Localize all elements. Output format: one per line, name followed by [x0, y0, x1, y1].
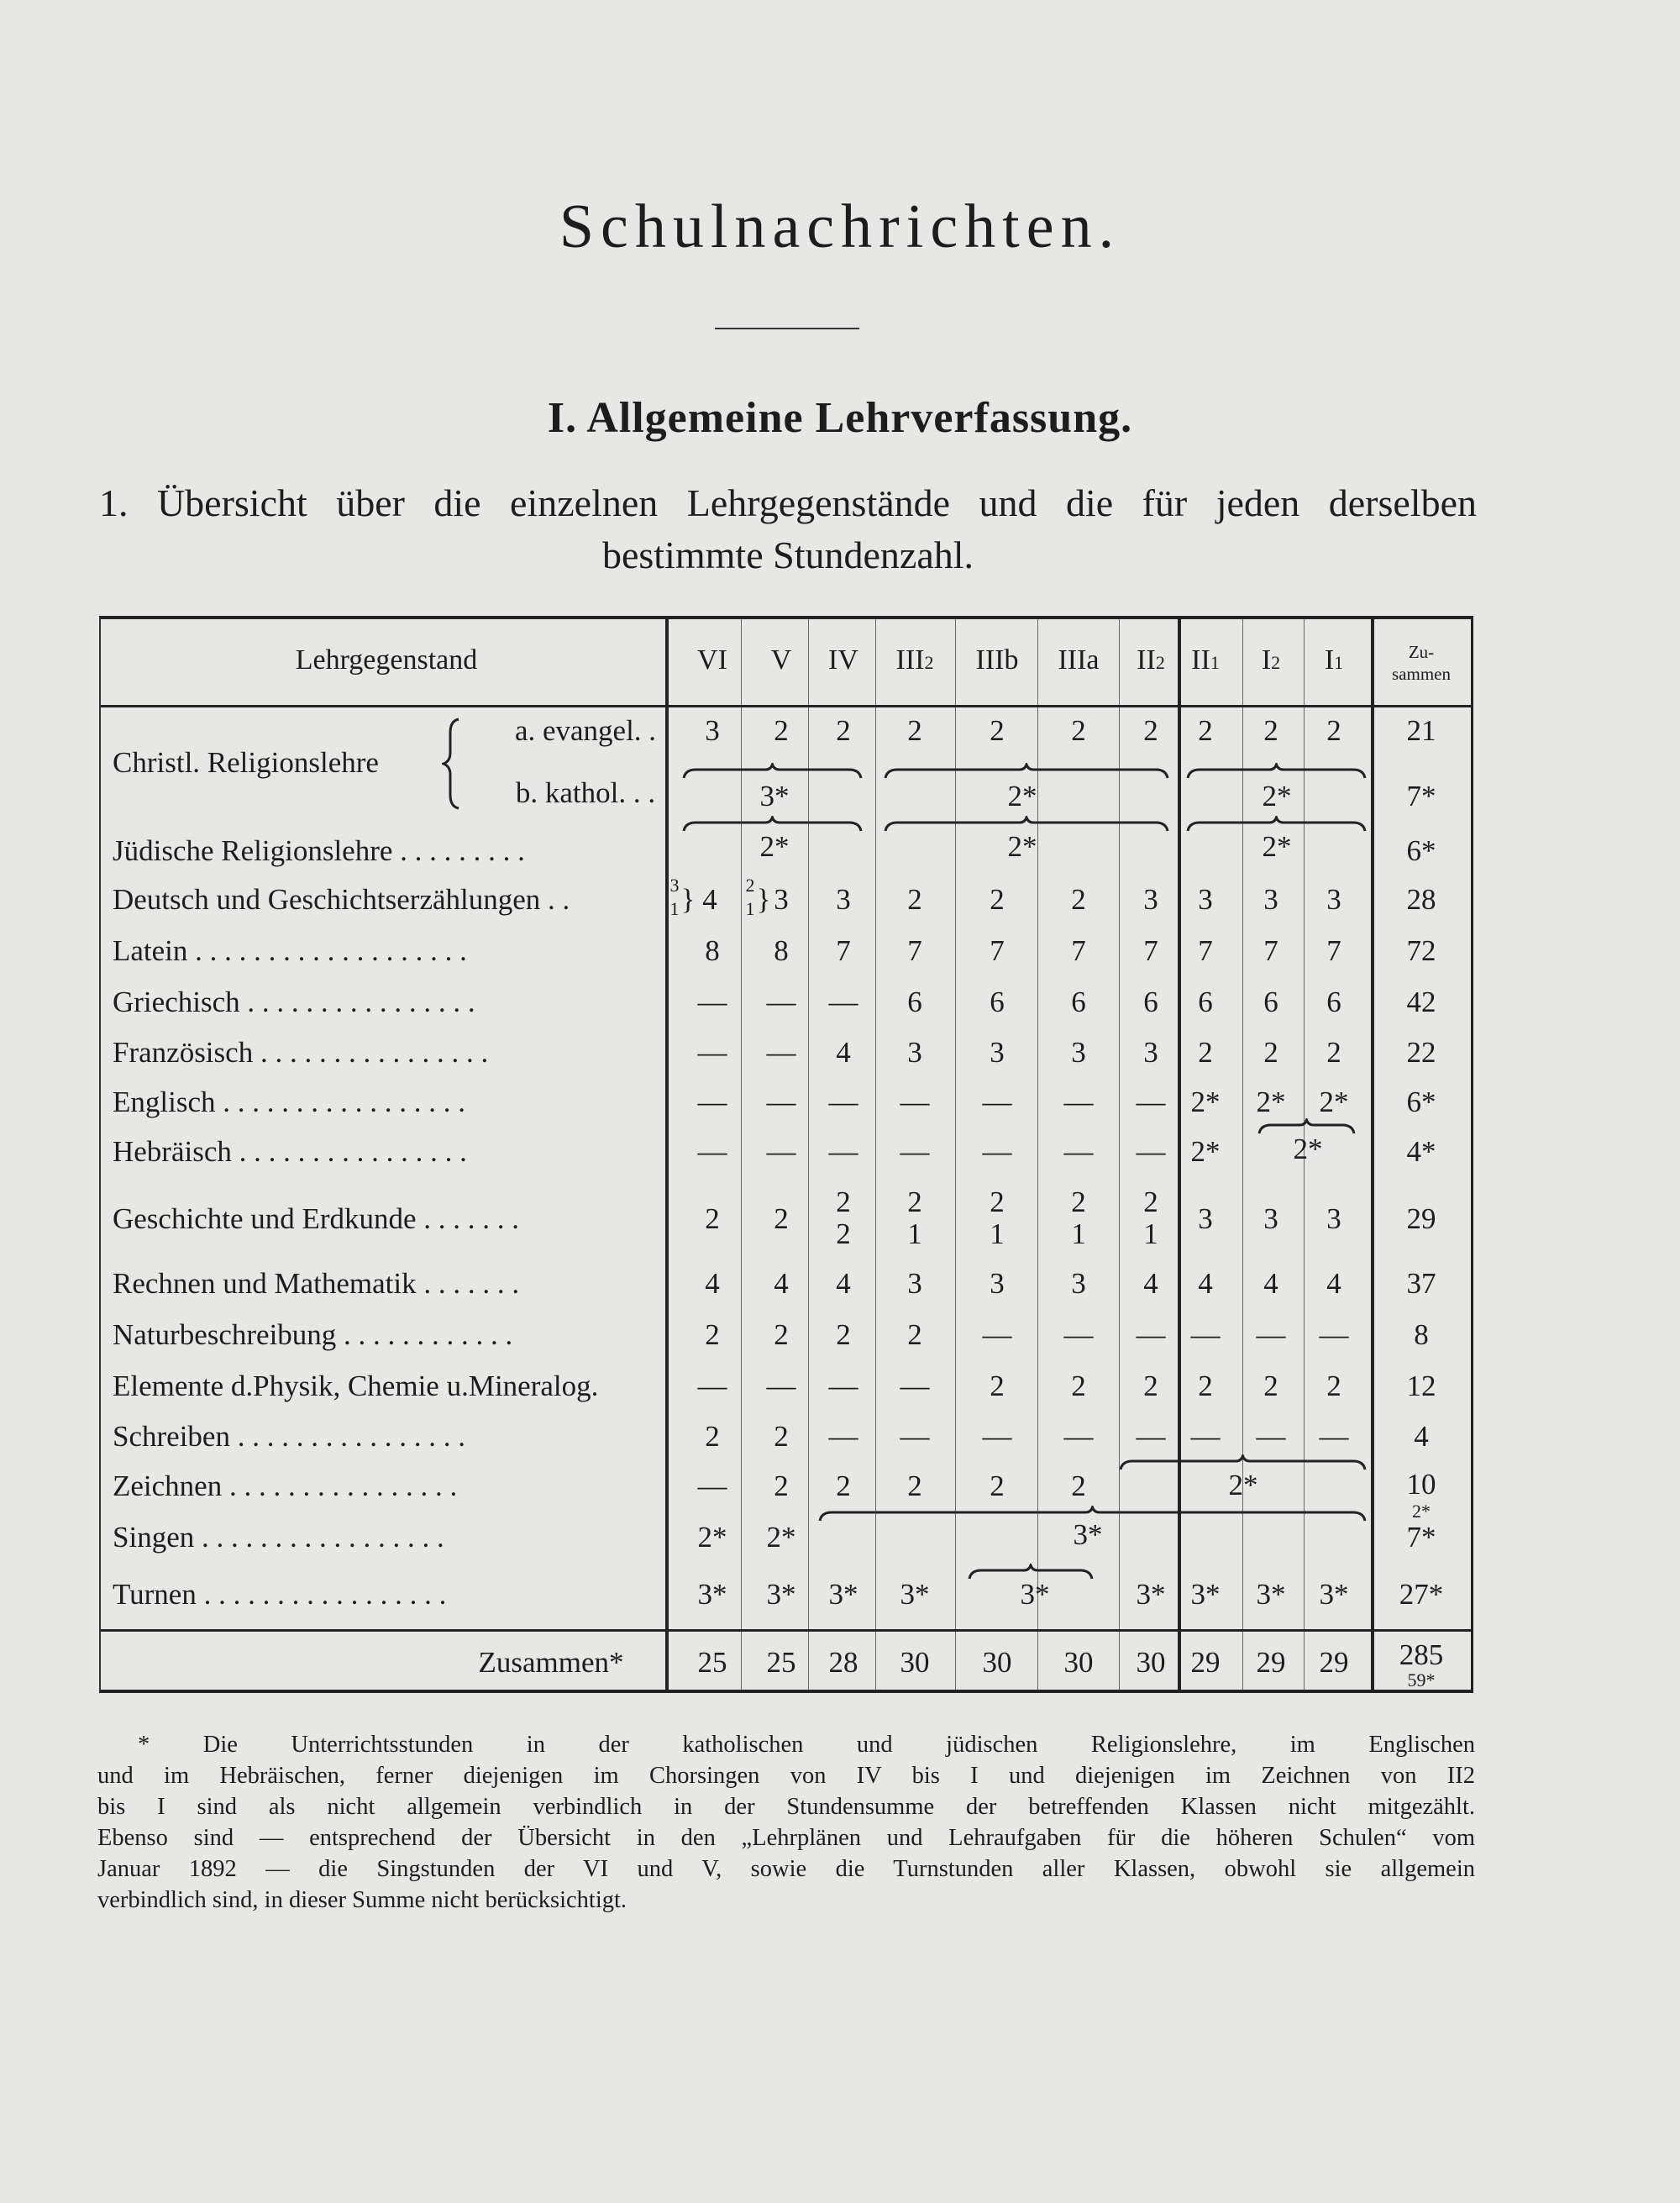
englisch-label: Englisch . . . . . . . . . . . . . . . . . — [113, 1086, 465, 1118]
kathol-brace-1 — [682, 763, 863, 781]
singen-cell: 2* — [766, 1521, 796, 1554]
schreiben-cell: — — [1319, 1420, 1349, 1453]
zeichnen-cell: 2 — [907, 1470, 922, 1502]
physik-cell: 12 — [1406, 1370, 1436, 1402]
turnen-label: Turnen . . . . . . . . . . . . . . . . . — [113, 1578, 447, 1611]
header-column-7: II1 — [1191, 644, 1220, 676]
juedisch-total: 6* — [1406, 834, 1436, 867]
franz-cell: 3 — [1143, 1036, 1158, 1069]
evangel-cell: 2 — [1143, 714, 1158, 747]
religion-a-label: a. evangel. . — [514, 714, 657, 747]
zeichnen-cell: 2 — [774, 1470, 789, 1502]
latein-cell: 7 — [1143, 934, 1158, 967]
natur-cell: — — [1063, 1318, 1094, 1351]
natur-cell: 8 — [1414, 1318, 1429, 1351]
deutsch-vi-small: 1 — [669, 898, 680, 919]
natur-cell: 2 — [705, 1318, 720, 1351]
column-divider — [1371, 619, 1374, 1690]
header-column-4: IIIb — [975, 644, 1019, 676]
latein-cell: 8 — [774, 934, 789, 967]
englisch-cell: — — [1063, 1086, 1094, 1118]
page-title: Schulnachrichten. — [559, 192, 1121, 261]
deutsch-cell: 3 — [1263, 883, 1278, 916]
header-column-6: II2 — [1137, 644, 1165, 676]
natur-cell: 2 — [836, 1318, 851, 1351]
gesch-top: 2 — [1071, 1186, 1086, 1218]
rechnen-cell: 4 — [1198, 1267, 1213, 1300]
griechisch-cell: 6 — [990, 986, 1005, 1018]
englisch-cell: — — [982, 1086, 1012, 1118]
gesch-top: 2 — [907, 1186, 922, 1218]
zusammen-cell: 25 — [766, 1646, 796, 1679]
schreiben-cell: — — [1136, 1420, 1166, 1453]
griechisch-cell: 6 — [1263, 986, 1278, 1018]
natur-cell: 2 — [907, 1318, 922, 1351]
footnote — [97, 1729, 1475, 1916]
zusammen-cell: 30 — [982, 1646, 1012, 1679]
latein-cell: 72 — [1406, 934, 1436, 967]
gesch-cell: 3 — [1198, 1202, 1213, 1235]
row-divider — [101, 1629, 1471, 1632]
rechnen-cell: 3 — [990, 1267, 1005, 1300]
griechisch-cell: 6 — [1198, 986, 1213, 1018]
evangel-cell: 2 — [907, 714, 922, 747]
hebr-label: Hebräisch . . . . . . . . . . . . . . . . — [113, 1135, 467, 1168]
rechnen-cell: 4 — [774, 1267, 789, 1300]
hebr-group: 2* — [1293, 1133, 1323, 1165]
physik-cell: 2 — [1071, 1370, 1086, 1402]
schreiben-cell: — — [900, 1420, 930, 1453]
turnen-cell: 3* — [1319, 1578, 1349, 1611]
hebr-cell: — — [1063, 1135, 1094, 1168]
singen-total: 7* — [1406, 1521, 1436, 1554]
header-column-3: III2 — [895, 644, 934, 676]
turnen-cell: 3* — [828, 1578, 858, 1611]
zeichnen-cell: 2 — [1071, 1470, 1086, 1502]
schreiben-label: Schreiben . . . . . . . . . . . . . . . . — [113, 1420, 465, 1453]
natur-cell: — — [1190, 1318, 1221, 1351]
griechisch-cell: 6 — [1326, 986, 1341, 1018]
franz-cell: 3 — [990, 1036, 1005, 1069]
religion-b-label: b. kathol. . . — [515, 776, 656, 809]
latein-label: Latein . . . . . . . . . . . . . . . . . . . — [113, 934, 467, 967]
zeichnen-cell: 2 — [836, 1470, 851, 1502]
franz-cell: — — [697, 1036, 727, 1069]
rechnen-cell: 3 — [1071, 1267, 1086, 1300]
kathol-group: 2* — [1262, 780, 1292, 812]
deutsch-cell: 3 — [1326, 883, 1341, 916]
hebr-cell: — — [1136, 1135, 1166, 1168]
lesson-hours-table — [99, 616, 1473, 1693]
deutsch-cell: 3 — [836, 883, 851, 916]
zusammen-cell: 30 — [900, 1646, 930, 1679]
column-divider — [1178, 619, 1181, 1690]
evangel-cell: 2 — [1071, 714, 1086, 747]
schreiben-cell: — — [1190, 1420, 1221, 1453]
zusammen-cell: 30 — [1063, 1646, 1094, 1679]
turnen-group: 3* — [1020, 1578, 1050, 1611]
header-column-1: V — [770, 644, 792, 676]
hebr-cell: — — [982, 1135, 1012, 1168]
evangel-cell: 2 — [1263, 714, 1278, 747]
physik-cell: — — [697, 1370, 727, 1402]
column-divider — [665, 619, 669, 1690]
deutsch-vi-small: 3 — [669, 875, 680, 896]
kathol-group: 3* — [759, 780, 790, 812]
subsection-line-2: bestimmte Stundenzahl. — [601, 534, 974, 576]
griechisch-label: Griechisch . . . . . . . . . . . . . . . . — [113, 986, 475, 1018]
header-column-2: IV — [828, 644, 858, 676]
rechnen-cell: 4 — [836, 1267, 851, 1300]
gesch-bottom: 1 — [907, 1217, 922, 1250]
gesch-top: 2 — [836, 1186, 851, 1218]
header-total-2: sammen — [1392, 664, 1451, 684]
evangel-cell: 2 — [990, 714, 1005, 747]
footnote-line: bis I sind als nicht allgemein verbindlich in der Stundensumme der betreffenden Klassen nicht mitgezählt. — [97, 1794, 1475, 1820]
griechisch-cell: 42 — [1406, 986, 1436, 1018]
hebr-cell: 2* — [1190, 1135, 1221, 1168]
evangel-cell: 2 — [774, 714, 789, 747]
englisch-cell: 6* — [1406, 1086, 1436, 1118]
gesch-bottom: 1 — [1143, 1217, 1158, 1250]
rechnen-label: Rechnen und Mathematik . . . . . . . — [113, 1267, 520, 1300]
gesch-top: 2 — [990, 1186, 1005, 1218]
zeichnen-total-small: 2* — [1412, 1501, 1431, 1522]
kathol-group: 2* — [1007, 780, 1037, 812]
rechnen-cell: 37 — [1406, 1267, 1436, 1300]
natur-cell: — — [982, 1318, 1012, 1351]
deutsch-v-small: 1 — [745, 898, 755, 919]
kathol-brace-2 — [884, 763, 1169, 781]
deutsch-v: 3 — [774, 883, 789, 916]
gesch-label: Geschichte und Erdkunde . . . . . . . — [113, 1202, 520, 1235]
physik-label: Elemente d.Physik, Chemie u.Mineralog. — [113, 1370, 599, 1402]
turnen-cell: 3* — [1190, 1578, 1221, 1611]
zeichnen-label: Zeichnen . . . . . . . . . . . . . . . . — [113, 1470, 458, 1502]
franz-cell: — — [766, 1036, 796, 1069]
header-total-1: Zu- — [1408, 642, 1435, 662]
religion-brace — [442, 718, 462, 810]
hebr-total: 4* — [1406, 1135, 1436, 1168]
physik-cell: 2 — [990, 1370, 1005, 1402]
physik-cell: 2 — [1326, 1370, 1341, 1402]
evangel-cell: 2 — [1326, 714, 1341, 747]
griechisch-cell: — — [828, 986, 858, 1018]
natur-label: Naturbeschreibung . . . . . . . . . . . . — [113, 1318, 513, 1351]
hebr-cell: — — [900, 1135, 930, 1168]
evangel-cell: 2 — [836, 714, 851, 747]
rechnen-cell: 4 — [1326, 1267, 1341, 1300]
physik-cell: — — [828, 1370, 858, 1402]
latein-cell: 7 — [836, 934, 851, 967]
zusammen-label: Zusammen* — [478, 1646, 624, 1679]
singen-label: Singen . . . . . . . . . . . . . . . . . — [113, 1521, 444, 1554]
physik-cell: — — [900, 1370, 930, 1402]
englisch-cell: — — [697, 1086, 727, 1118]
zeichnen-total: 10 — [1406, 1468, 1436, 1501]
franz-label: Französisch . . . . . . . . . . . . . . . . — [113, 1036, 489, 1069]
header-column-9: I1 — [1324, 644, 1344, 676]
zusammen-cell: 30 — [1136, 1646, 1166, 1679]
englisch-cell: 2* — [1190, 1086, 1221, 1118]
zusammen-cell: 29 — [1256, 1646, 1286, 1679]
deutsch-cell: 3 — [1198, 883, 1213, 916]
schreiben-cell: — — [828, 1420, 858, 1453]
deutsch-vi-brace: } — [680, 883, 696, 916]
turnen-cell: 3* — [1136, 1578, 1166, 1611]
zusammen-cell: 28 — [828, 1646, 858, 1679]
deutsch-vi: 4 — [702, 883, 717, 916]
zeichnen-cell: 2 — [990, 1470, 1005, 1502]
franz-cell: 2 — [1263, 1036, 1278, 1069]
schreiben-cell: 4 — [1414, 1420, 1429, 1453]
schreiben-cell: — — [1063, 1420, 1094, 1453]
griechisch-cell: — — [697, 986, 727, 1018]
physik-cell: 2 — [1263, 1370, 1278, 1402]
footnote-line: * Die Unterrichtsstunden in der katholischen und jüdischen Religionslehre, im Englischen — [138, 1732, 1475, 1758]
zusammen-total-small: 59* — [1407, 1669, 1436, 1690]
franz-cell: 4 — [836, 1036, 851, 1069]
row-divider — [101, 705, 1471, 707]
footnote-line: verbindlich sind, in dieser Summe nicht berücksichtigt. — [97, 1887, 627, 1913]
juedisch-group: 2* — [759, 830, 790, 863]
latein-cell: 7 — [907, 934, 922, 967]
rechnen-cell: 3 — [907, 1267, 922, 1300]
rechnen-cell: 4 — [1143, 1267, 1158, 1300]
latein-cell: 7 — [1263, 934, 1278, 967]
zeichnen-cell: — — [697, 1470, 727, 1502]
deutsch-cell: 28 — [1406, 883, 1436, 916]
footnote-line: Januar 1892 — die Singstunden der VI und V, sowie die Turnstunden aller Klassen, obwohl sie allgemein — [97, 1856, 1475, 1882]
zusammen-cell: 25 — [697, 1646, 727, 1679]
natur-cell: — — [1319, 1318, 1349, 1351]
gesch-cell: 3 — [1326, 1202, 1341, 1235]
juedisch-label: Jüdische Religionslehre . . . . . . . . . — [113, 834, 525, 867]
rechnen-cell: 4 — [1263, 1267, 1278, 1300]
subsection-heading — [99, 477, 1477, 581]
zusammen-cell: 29 — [1190, 1646, 1221, 1679]
englisch-cell: 2* — [1256, 1086, 1286, 1118]
religion-label: Christl. Religionslehre — [113, 746, 379, 779]
header-column-8: I2 — [1261, 644, 1281, 676]
englisch-cell: — — [828, 1086, 858, 1118]
singen-group: 3* — [1073, 1518, 1103, 1551]
column-divider — [875, 619, 876, 1690]
deutsch-cell: 2 — [1071, 883, 1086, 916]
gesch-cell: 3 — [1263, 1202, 1278, 1235]
zusammen-cell: 29 — [1319, 1646, 1349, 1679]
zeichnen-group: 2* — [1228, 1469, 1258, 1501]
deutsch-cell: 2 — [990, 883, 1005, 916]
franz-cell: 3 — [1071, 1036, 1086, 1069]
physik-cell: — — [766, 1370, 796, 1402]
schreiben-cell: — — [1256, 1420, 1286, 1453]
footnote-line: Ebenso sind — entsprechend der Übersicht in den „Lehrplänen und Lehraufgaben für die höheren Schulen“ vom — [97, 1825, 1475, 1851]
footnote-line: und im Hebräischen, ferner diejenigen im Chorsingen von IV bis I und diejenigen im Zeichnen von II2 — [97, 1763, 1475, 1789]
hebr-cell: — — [697, 1135, 727, 1168]
turnen-cell: 3* — [900, 1578, 930, 1611]
schreiben-cell: — — [982, 1420, 1012, 1453]
englisch-cell: — — [900, 1086, 930, 1118]
griechisch-cell: — — [766, 986, 796, 1018]
deutsch-cell: 3 — [1143, 883, 1158, 916]
header-column-5: IIIa — [1058, 644, 1100, 676]
singen-cell: 2* — [697, 1521, 727, 1554]
section-heading: I. Allgemeine Lehrverfassung. — [547, 394, 1133, 442]
latein-cell: 7 — [1326, 934, 1341, 967]
griechisch-cell: 6 — [907, 986, 922, 1018]
schreiben-cell: 2 — [774, 1420, 789, 1453]
franz-cell: 22 — [1406, 1036, 1436, 1069]
evangel-cell: 2 — [1198, 714, 1213, 747]
griechisch-cell: 6 — [1143, 986, 1158, 1018]
schreiben-cell: 2 — [705, 1420, 720, 1453]
franz-cell: 2 — [1326, 1036, 1341, 1069]
turnen-cell: 3* — [766, 1578, 796, 1611]
subsection-line-1: 1. Übersicht über die einzelnen Lehrgegenstände und die für jeden derselben — [99, 481, 1477, 524]
hebr-cell: — — [828, 1135, 858, 1168]
deutsch-v-small: 2 — [745, 875, 755, 896]
juedisch-group: 2* — [1262, 830, 1292, 863]
header-subject: Lehrgegenstand — [295, 644, 478, 676]
evangel-cell: 3 — [705, 714, 720, 747]
gesch-bottom: 1 — [1071, 1217, 1086, 1250]
zusammen-cell: 285 — [1399, 1638, 1444, 1671]
natur-cell: 2 — [774, 1318, 789, 1351]
latein-cell: 7 — [1071, 934, 1086, 967]
turnen-cell: 3* — [1256, 1578, 1286, 1611]
gesch-cell: 29 — [1406, 1202, 1436, 1235]
latein-cell: 7 — [1198, 934, 1213, 967]
physik-cell: 2 — [1143, 1370, 1158, 1402]
gesch-bottom: 1 — [990, 1217, 1005, 1250]
franz-cell: 2 — [1198, 1036, 1213, 1069]
hebr-cell: — — [766, 1135, 796, 1168]
gesch-bottom: 2 — [836, 1217, 851, 1250]
natur-cell: — — [1256, 1318, 1286, 1351]
juedisch-group: 2* — [1007, 830, 1037, 863]
kathol-brace-3 — [1186, 763, 1367, 781]
gesch-cell: 2 — [774, 1202, 789, 1235]
rechnen-cell: 4 — [705, 1267, 720, 1300]
griechisch-cell: 6 — [1071, 986, 1086, 1018]
englisch-cell: — — [1136, 1086, 1166, 1118]
turnen-cell: 27* — [1399, 1578, 1444, 1611]
englisch-cell: — — [766, 1086, 796, 1118]
latein-cell: 7 — [990, 934, 1005, 967]
evangel-cell: 21 — [1406, 714, 1436, 747]
header-column-0: VI — [697, 644, 727, 676]
latein-cell: 8 — [705, 934, 720, 967]
englisch-cell: 2* — [1319, 1086, 1349, 1118]
title-divider — [715, 328, 859, 329]
gesch-cell: 2 — [705, 1202, 720, 1235]
natur-cell: — — [1136, 1318, 1166, 1351]
deutsch-cell: 2 — [907, 883, 922, 916]
deutsch-v-brace: } — [756, 883, 771, 916]
turnen-cell: 3* — [697, 1578, 727, 1611]
physik-cell: 2 — [1198, 1370, 1213, 1402]
deutsch-label: Deutsch und Geschichtserzählungen . . — [113, 883, 570, 916]
franz-cell: 3 — [907, 1036, 922, 1069]
kathol-total: 7* — [1406, 780, 1436, 812]
gesch-top: 2 — [1143, 1186, 1158, 1218]
